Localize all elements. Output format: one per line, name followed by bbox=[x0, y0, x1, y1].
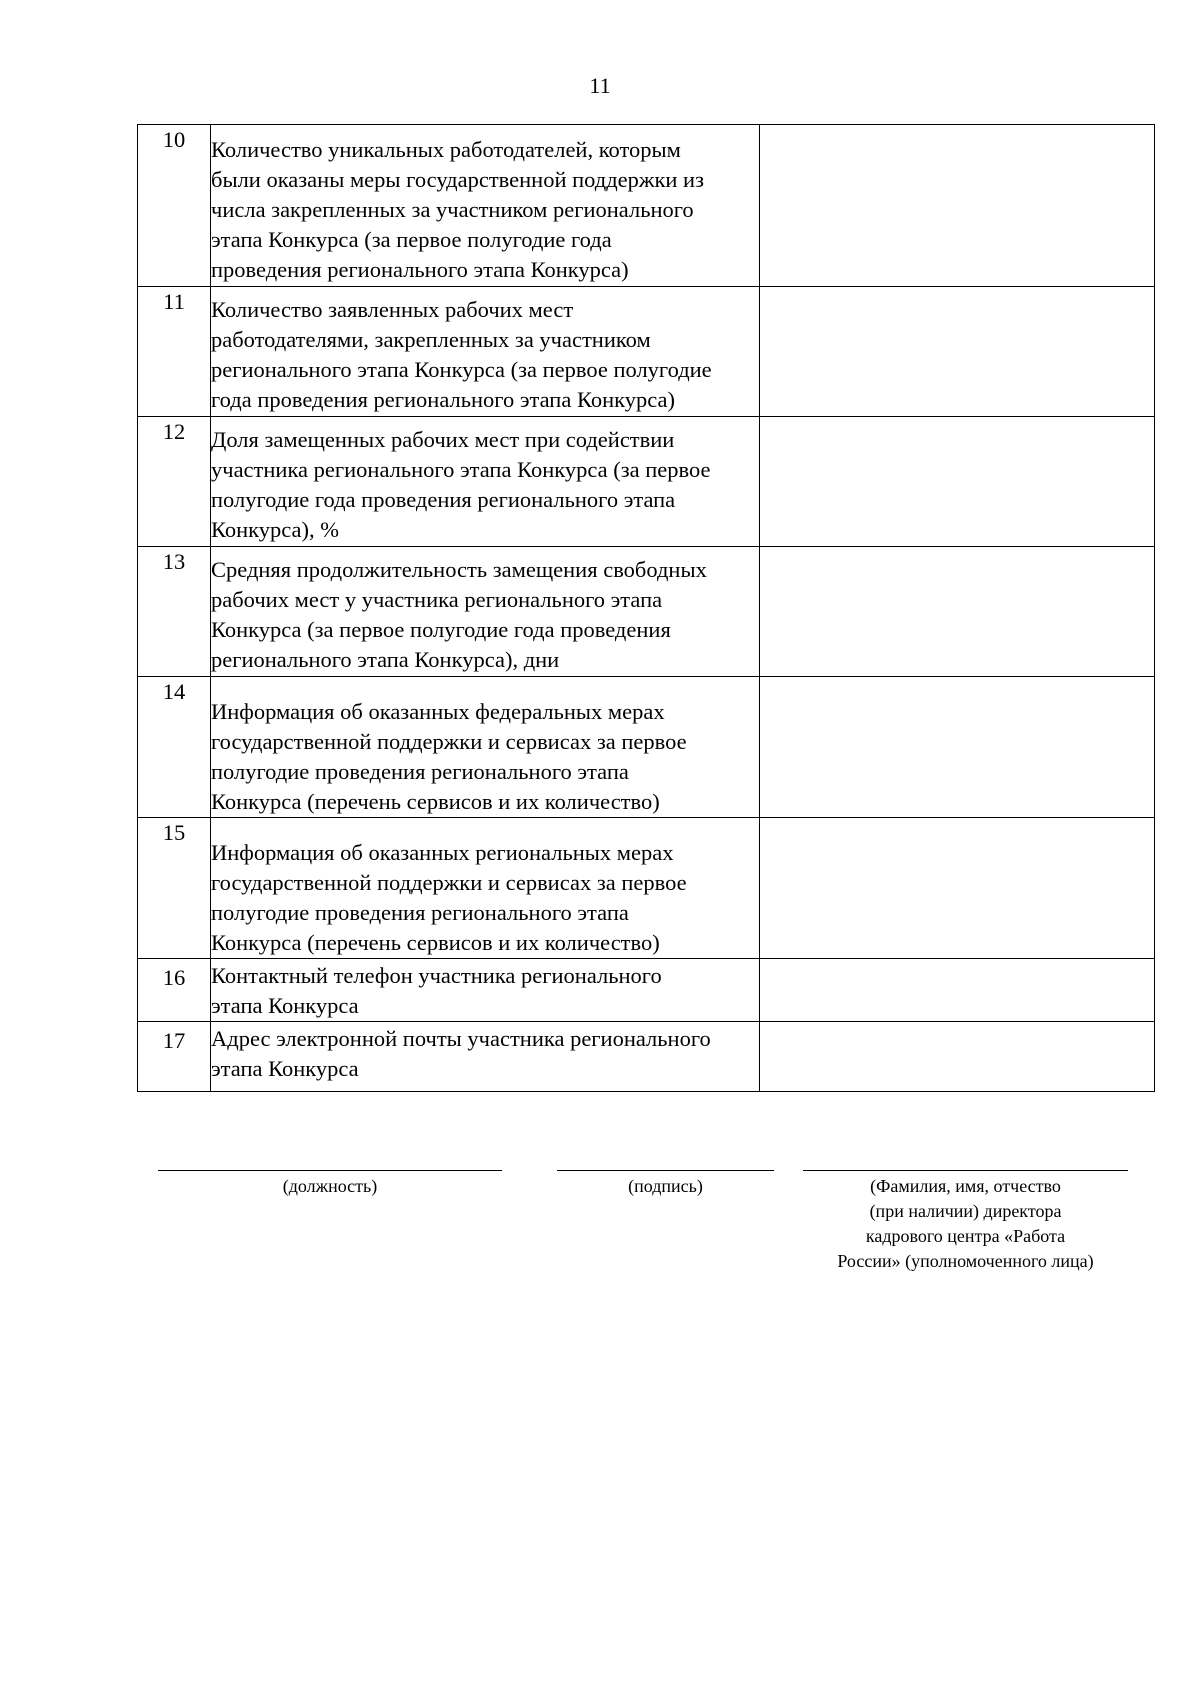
indicator-description bbox=[211, 1022, 760, 1092]
description-line: Информация об оказанных федеральных мерах bbox=[211, 699, 665, 724]
position-signature-line[interactable] bbox=[158, 1170, 502, 1171]
indicator-value-cell[interactable] bbox=[760, 547, 1155, 677]
indicator-description bbox=[211, 677, 760, 818]
full-name-caption-line: России» (уполномоченного лица) bbox=[837, 1251, 1094, 1271]
indicator-description bbox=[211, 125, 760, 287]
indicator-value-cell[interactable] bbox=[760, 125, 1155, 287]
description-line: полугодие проведения регионального этапа bbox=[211, 900, 629, 925]
signature-caption: (подпись) bbox=[628, 1176, 703, 1196]
indicator-description bbox=[211, 959, 760, 1022]
table-row bbox=[138, 818, 1155, 959]
indicator-description bbox=[211, 547, 760, 677]
indicator-description bbox=[211, 287, 760, 417]
table-row bbox=[138, 677, 1155, 818]
table-row bbox=[138, 417, 1155, 547]
full-name-caption-line: (при наличии) директора bbox=[869, 1201, 1062, 1221]
position-caption: (должность) bbox=[282, 1176, 378, 1196]
description-line: Информация об оказанных региональных мерах bbox=[211, 840, 674, 865]
description-line: Конкурса (перечень сервисов и их количество) bbox=[211, 789, 660, 814]
description-line: Контактный телефон участника регионального bbox=[211, 963, 662, 988]
row-number: 15 bbox=[138, 818, 211, 959]
description-line: Средняя продолжительность замещения свободных bbox=[211, 557, 707, 582]
description-line: были оказаны меры государственной поддержки из bbox=[211, 167, 704, 192]
signature-line[interactable] bbox=[557, 1170, 774, 1171]
row-number: 16 bbox=[138, 959, 211, 1022]
row-number: 11 bbox=[138, 287, 211, 417]
indicator-value-cell[interactable] bbox=[760, 818, 1155, 959]
indicator-table bbox=[137, 124, 1155, 1092]
indicator-value-cell[interactable] bbox=[760, 287, 1155, 417]
row-number: 10 bbox=[138, 125, 211, 287]
description-line: государственной поддержки и сервисах за первое bbox=[211, 870, 687, 895]
table-row bbox=[138, 1022, 1155, 1092]
description-line: этапа Конкурса (за первое полугодие года bbox=[211, 227, 612, 252]
description-line: участника регионального этапа Конкурса (за первое bbox=[211, 457, 711, 482]
description-line: Конкурса), % bbox=[211, 517, 340, 542]
indicator-description bbox=[211, 417, 760, 547]
table-row bbox=[138, 547, 1155, 677]
indicator-description bbox=[211, 818, 760, 959]
table-row bbox=[138, 125, 1155, 287]
description-line: этапа Конкурса bbox=[211, 1056, 359, 1081]
indicator-value-cell[interactable] bbox=[760, 1022, 1155, 1092]
table-row bbox=[138, 959, 1155, 1022]
description-line: Конкурса (за первое полугодие года проведения bbox=[211, 617, 671, 642]
row-number: 14 bbox=[138, 677, 211, 818]
description-line: Количество уникальных работодателей, которым bbox=[211, 137, 681, 162]
page-number: 11 bbox=[589, 73, 611, 98]
description-line: работодателями, закрепленных за участником bbox=[211, 327, 651, 352]
row-number: 13 bbox=[138, 547, 211, 677]
description-line: этапа Конкурса bbox=[211, 993, 359, 1018]
full-name-caption-line: (Фамилия, имя, отчество bbox=[870, 1176, 1061, 1196]
row-number: 17 bbox=[138, 1022, 211, 1092]
description-line: регионального этапа Конкурса (за первое полугодие bbox=[211, 357, 712, 382]
description-line: Адрес электронной почты участника регионального bbox=[211, 1026, 711, 1051]
description-line: числа закрепленных за участником регионального bbox=[211, 197, 694, 222]
description-line: Конкурса (перечень сервисов и их количество) bbox=[211, 930, 660, 955]
description-line: Количество заявленных рабочих мест bbox=[211, 297, 574, 322]
description-line: регионального этапа Конкурса), дни bbox=[211, 647, 560, 672]
full-name-caption bbox=[803, 1174, 1128, 1274]
description-line: рабочих мест у участника регионального этапа bbox=[211, 587, 663, 612]
full-name-caption-line: кадрового центра «Работа bbox=[865, 1226, 1066, 1246]
description-line: полугодие года проведения регионального этапа bbox=[211, 487, 676, 512]
full-name-line[interactable] bbox=[803, 1170, 1128, 1171]
description-line: Доля замещенных рабочих мест при содействии bbox=[211, 427, 675, 452]
indicator-value-cell[interactable] bbox=[760, 959, 1155, 1022]
indicator-value-cell[interactable] bbox=[760, 677, 1155, 818]
indicator-value-cell[interactable] bbox=[760, 417, 1155, 547]
row-number: 12 bbox=[138, 417, 211, 547]
description-line: полугодие проведения регионального этапа bbox=[211, 759, 629, 784]
description-line: года проведения регионального этапа Конкурса) bbox=[211, 387, 675, 412]
table-row bbox=[138, 287, 1155, 417]
description-line: государственной поддержки и сервисах за первое bbox=[211, 729, 687, 754]
description-line: проведения регионального этапа Конкурса) bbox=[211, 257, 629, 282]
